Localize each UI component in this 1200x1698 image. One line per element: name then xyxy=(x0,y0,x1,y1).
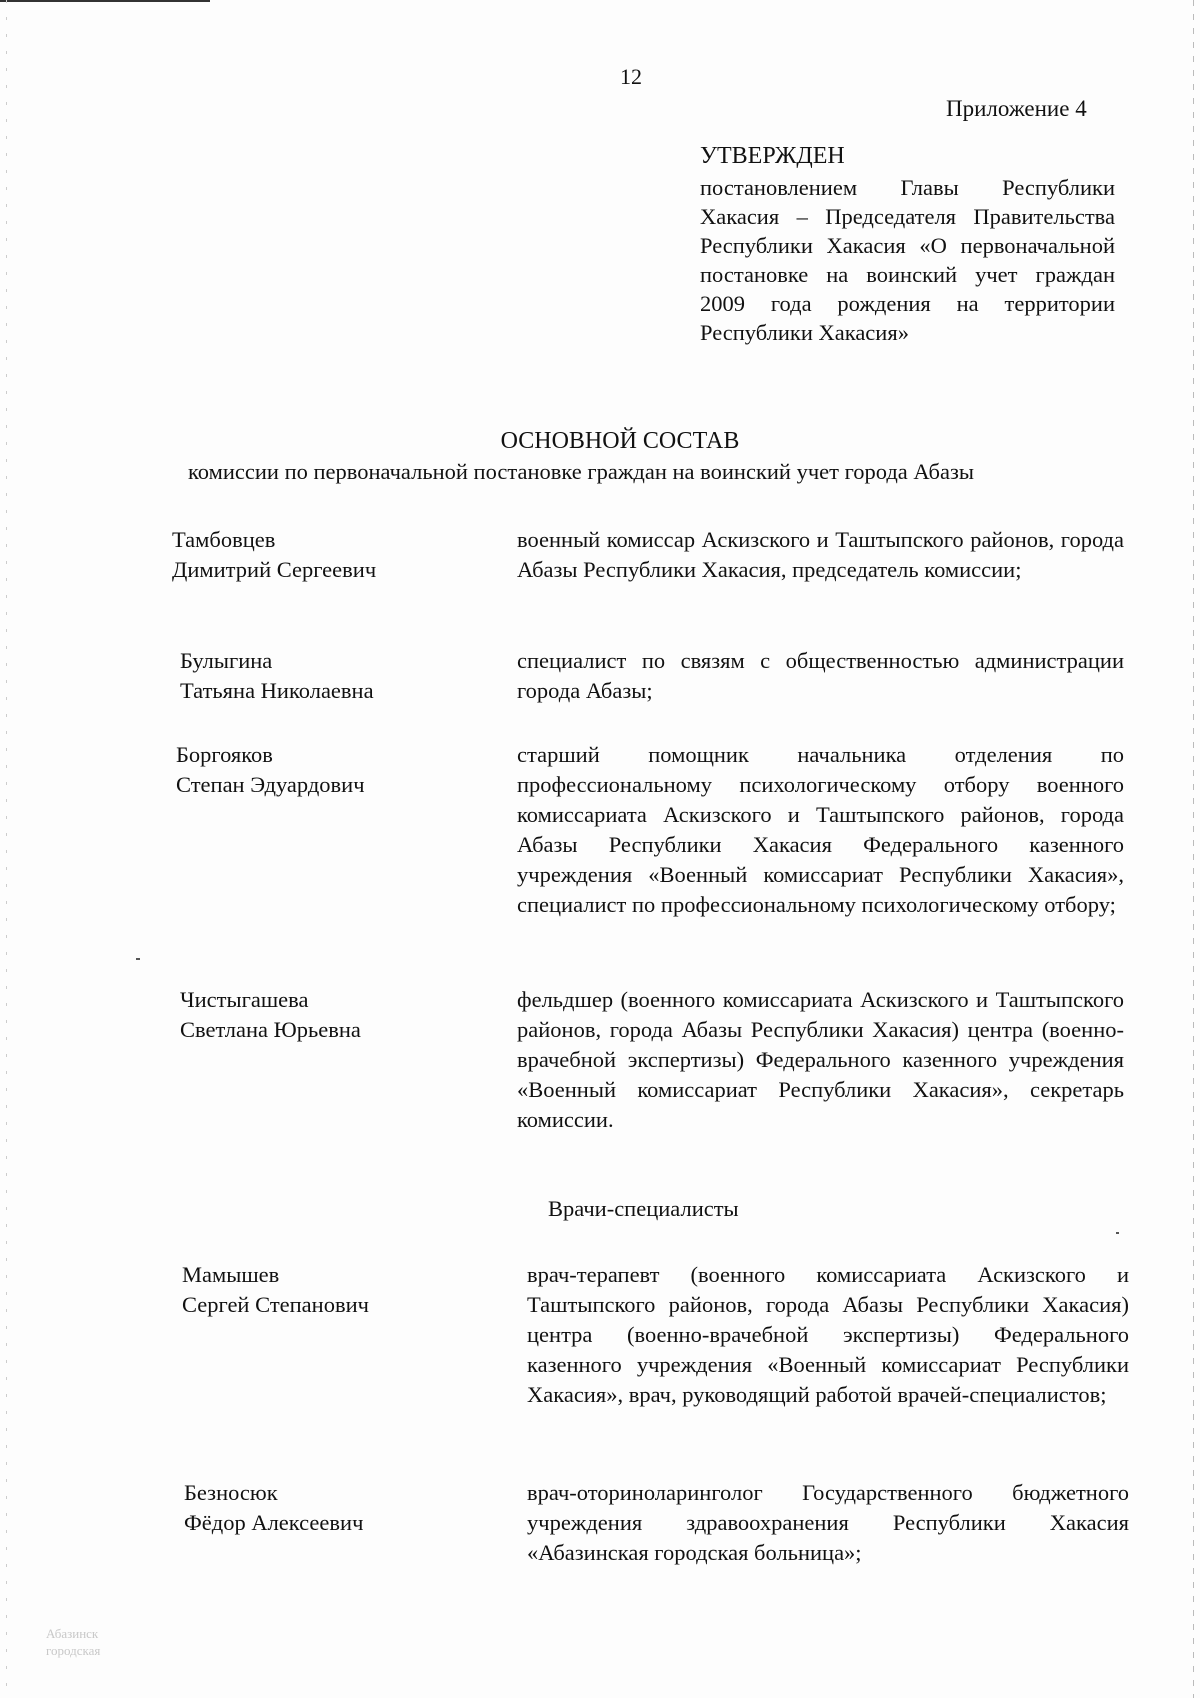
section-heading-doctors: Врачи-специалисты xyxy=(548,1196,739,1221)
member-given-name: Татьяна Николаевна xyxy=(180,678,374,703)
member-name xyxy=(176,740,365,800)
doctor-role: врач-терапевт (военного комиссариата Аскизского и Таштыпского районов, города Абазы Республики Хакасия) центра (военно-врачебной экспертизы) Федерального казенного учреждения «Военный комиссариат Республики Хакасия», врач, руководящий работой врачей-специалистов; xyxy=(527,1262,1129,1407)
member-surname: Булыгина xyxy=(180,648,273,673)
member-surname: Боргояков xyxy=(176,742,273,767)
doctor-role: врач-оториноларинголог Государственного бюджетного учреждения здравоохранения Республики Хакасия «Абазинская городская больница»; xyxy=(527,1480,1129,1565)
doctor-name xyxy=(182,1260,369,1320)
doctor-given-name: Сергей Степанович xyxy=(182,1292,369,1317)
scan-edge-right xyxy=(1193,0,1194,1698)
member-role: специалист по связям с общественностью администрации города Абазы; xyxy=(517,648,1124,703)
document-subtitle: комиссии по первоначальной постановке граждан на воинский учет города Абазы xyxy=(188,459,974,484)
stamp-line: Абазинск xyxy=(46,1626,99,1641)
scan-edge-left xyxy=(6,0,7,1698)
document-title: ОСНОВНОЙ СОСТАВ xyxy=(500,428,740,454)
scan-edge-top xyxy=(0,0,210,2)
doctor-given-name: Фёдор Алексеевич xyxy=(184,1510,364,1535)
approval-block xyxy=(700,142,1115,347)
member-surname: Чистыгашева xyxy=(180,987,309,1012)
member-role: фельдшер (военного комиссариата Аскизского и Таштыпского районов, города Абазы Республики Хакасия) центра (военно-врачебной экспертизы) Федерального казенного учреждения «Военный комиссариат Республики Хакасия», секретарь комиссии. xyxy=(517,987,1124,1132)
member-role: военный комиссар Аскизского и Таштыпского районов, города Абазы Республики Хакасия, председатель комиссии; xyxy=(517,527,1124,582)
doctor-surname: Мамышев xyxy=(182,1262,280,1287)
scan-speck xyxy=(136,958,140,960)
scan-speck xyxy=(1116,1232,1119,1234)
member-name xyxy=(172,525,376,585)
doctor-name xyxy=(184,1478,363,1538)
stamp-line: городская xyxy=(46,1643,101,1658)
member-surname: Тамбовцев xyxy=(172,527,276,552)
appendix-label: Приложение 4 xyxy=(946,96,1087,121)
faded-stamp xyxy=(46,1625,100,1659)
member-given-name: Димитрий Сергеевич xyxy=(172,557,377,582)
member-given-name: Степан Эдуардович xyxy=(176,772,365,797)
member-name xyxy=(180,646,374,706)
member-role: старший помощник начальника отделения по профессиональному психологическому отбору военного комиссариата Аскизского и Таштыпского районов, города Абазы Республики Хакасия Федерального казенного учреждения «Военный комиссариат Республики Хакасия», специалист по профессиональному психологическому отбору; xyxy=(517,742,1124,917)
doctor-surname: Безносюк xyxy=(184,1480,278,1505)
page-number: 12 xyxy=(620,64,642,89)
member-name xyxy=(180,985,361,1045)
approval-heading: УТВЕРЖДЕН xyxy=(700,143,845,169)
member-given-name: Светлана Юрьевна xyxy=(180,1017,361,1042)
approval-text: постановлением Главы Республики Хакасия – Председателя Правительства Республики Хакасия «О первоначальной постановке на воинский учет граждан 2009 года рождения на территории Республики Хакасия» xyxy=(700,175,1115,345)
